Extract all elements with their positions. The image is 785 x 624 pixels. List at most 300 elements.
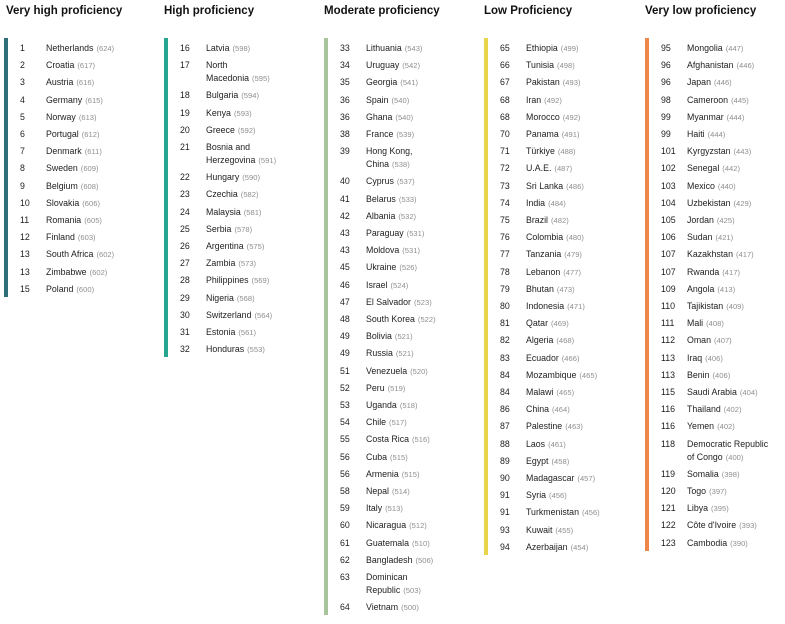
country-name	[366, 416, 407, 429]
country-name-line	[366, 584, 421, 597]
rank-number: 51	[340, 365, 350, 376]
country-name	[46, 76, 94, 89]
proficiency-score: (533)	[398, 194, 417, 204]
country-name-text: Thailand	[687, 404, 721, 415]
proficiency-score: (603)	[77, 233, 96, 243]
country-name-text: Uganda	[366, 400, 397, 410]
proficiency-score: (540)	[391, 95, 410, 105]
rank-number: 24	[180, 206, 190, 217]
country-name-text: Cuba	[366, 451, 388, 462]
proficiency-score: (523)	[414, 297, 432, 307]
country-name-text: Hungary	[206, 172, 240, 183]
country-name-text: Angola	[687, 283, 715, 294]
proficiency-score: (593)	[233, 108, 252, 118]
country-name-text: Lithuania	[366, 43, 402, 53]
country-name-line	[366, 433, 430, 446]
country-name	[46, 42, 114, 55]
rank-number: 60	[340, 520, 350, 531]
rank-number: 103	[661, 180, 676, 191]
rank-number: 113	[661, 352, 676, 363]
proficiency-score: (541)	[400, 78, 419, 88]
proficiency-score: (442)	[722, 164, 741, 174]
rank-number: 49	[340, 331, 350, 342]
rank-number: 72	[500, 163, 510, 174]
country-name	[687, 145, 751, 158]
country-name	[206, 309, 272, 322]
country-name-line	[526, 317, 569, 330]
country-name	[526, 300, 585, 313]
proficiency-score: (446)	[713, 78, 732, 88]
rank-number: 25	[180, 223, 190, 234]
rank-number: 113	[661, 369, 676, 380]
proficiency-score: (395)	[711, 504, 729, 514]
rank-number: 93	[500, 524, 510, 535]
rank-number: 58	[340, 486, 350, 496]
country-name	[366, 399, 418, 412]
proficiency-score: (461)	[548, 439, 566, 449]
country-name-text: Rwanda	[687, 266, 720, 277]
country-name-line	[526, 489, 567, 502]
proficiency-score: (482)	[551, 216, 569, 225]
rank-number: 94	[500, 541, 510, 552]
country-name-text: Greece	[206, 124, 235, 135]
rank-number: 65	[500, 43, 510, 53]
country-name-text: Croatia	[46, 60, 75, 71]
country-name	[366, 227, 424, 240]
rank-number: 83	[500, 352, 510, 363]
rank-number: 55	[340, 434, 350, 445]
country-name-line	[366, 244, 420, 257]
country-name-line	[687, 468, 740, 481]
country-name-line	[687, 145, 751, 158]
country-name-line	[366, 128, 414, 141]
country-name	[366, 347, 414, 360]
country-name	[526, 317, 569, 330]
country-name	[366, 468, 420, 481]
country-name-line	[526, 42, 579, 55]
country-name	[46, 266, 107, 279]
country-name-line	[206, 223, 252, 236]
rank-number: 7	[20, 146, 25, 157]
country-name-line	[366, 313, 436, 326]
country-name	[366, 261, 417, 274]
country-name-text: Republic	[366, 585, 401, 595]
country-name	[526, 472, 595, 485]
country-name	[687, 386, 758, 399]
proficiency-score: (521)	[394, 332, 413, 342]
country-name-text: Guatemala	[366, 537, 410, 548]
proficiency-score: (608)	[80, 181, 99, 191]
country-name-line	[526, 180, 584, 193]
country-name-text: Ukraine	[366, 262, 397, 273]
country-name	[526, 455, 569, 468]
country-name-text: Dominican	[366, 572, 408, 582]
country-name-text: Panama	[526, 129, 559, 139]
country-name	[366, 210, 416, 223]
rank-number: 12	[20, 232, 30, 243]
country-name	[687, 283, 735, 296]
country-name-line	[526, 472, 595, 485]
country-name-line	[46, 214, 102, 227]
rank-number: 2	[20, 60, 25, 71]
band-title: Moderate proficiency	[324, 5, 440, 17]
country-name-line	[366, 571, 421, 584]
country-name-text: Slovakia	[46, 197, 80, 208]
country-name-line	[526, 111, 580, 124]
country-name-text: Peru	[366, 382, 385, 393]
proficiency-score: (493)	[562, 78, 581, 88]
rank-number: 21	[180, 142, 190, 152]
rank-number: 75	[500, 215, 510, 225]
rank-number: 38	[340, 129, 350, 139]
rank-number: 91	[500, 490, 510, 501]
country-name-line	[206, 171, 260, 184]
country-name	[687, 537, 748, 550]
country-name	[366, 433, 430, 446]
country-name	[46, 94, 103, 107]
country-name-line	[687, 537, 748, 550]
country-name	[366, 313, 436, 326]
country-name-text: Egypt	[526, 455, 549, 466]
country-name-line	[526, 145, 576, 158]
country-name	[687, 334, 732, 347]
rank-number: 54	[340, 417, 350, 428]
country-name-text: Mozambique	[526, 369, 577, 380]
rank-number: 11	[20, 215, 30, 225]
country-name-text: Kazakhstan	[687, 249, 733, 260]
country-name-line	[687, 519, 757, 532]
country-name-text: Tanzania	[526, 249, 562, 260]
country-name-line	[687, 231, 733, 244]
proficiency-score: (524)	[390, 280, 409, 290]
proficiency-score: (457)	[577, 474, 596, 483]
country-name-text: Türkiye	[526, 146, 555, 157]
proficiency-score: (499)	[560, 44, 579, 53]
rank-number: 49	[340, 348, 350, 359]
country-name	[526, 162, 572, 175]
country-name-line	[687, 128, 725, 141]
country-name-line	[366, 382, 405, 395]
country-name	[526, 403, 570, 416]
proficiency-score: (503)	[403, 586, 421, 595]
country-name-line	[206, 154, 276, 167]
proficiency-score: (515)	[401, 469, 420, 479]
rank-number: 10	[20, 197, 30, 208]
rank-number: 28	[180, 275, 190, 286]
rank-number: 15	[20, 283, 30, 294]
country-name	[687, 502, 729, 515]
proficiency-score: (520)	[410, 366, 428, 376]
country-name	[46, 145, 102, 158]
country-name	[366, 382, 405, 395]
country-name-text: Moldova	[366, 245, 400, 256]
rank-number: 16	[180, 43, 190, 53]
country-name-text: Poland	[46, 283, 74, 294]
band-title: Very low proficiency	[645, 5, 757, 17]
proficiency-score: (463)	[565, 422, 583, 432]
country-name-text: Ecuador	[526, 352, 559, 363]
rank-number: 106	[661, 232, 676, 243]
proficiency-score: (606)	[82, 198, 100, 208]
country-name-line	[46, 59, 95, 72]
rank-number: 6	[20, 129, 25, 139]
country-name-line	[687, 94, 749, 107]
country-name	[206, 42, 250, 55]
country-name-line	[526, 214, 569, 227]
country-name-line	[46, 231, 96, 244]
country-name-text: Vietnam	[366, 602, 399, 613]
country-name-text: Israel	[366, 279, 388, 290]
country-name-text: Bhutan	[526, 283, 554, 294]
proficiency-score: (569)	[251, 276, 270, 286]
band-color-bar	[645, 38, 649, 551]
rank-number: 48	[340, 314, 350, 324]
country-name-text: Bolivia	[366, 331, 392, 342]
rank-number: 107	[661, 266, 676, 277]
country-name	[687, 214, 735, 227]
country-name	[687, 197, 751, 210]
country-name-line	[366, 193, 417, 206]
country-name	[366, 554, 433, 567]
band-title: Very high proficiency	[6, 5, 123, 17]
country-name	[687, 76, 732, 89]
rank-number: 13	[20, 266, 30, 277]
country-name	[526, 197, 566, 210]
proficiency-score: (445)	[731, 95, 749, 105]
country-name-line	[366, 175, 415, 188]
country-name	[526, 180, 584, 193]
country-name-line	[366, 554, 433, 567]
country-name-text: Mongolia	[687, 43, 723, 53]
proficiency-score: (479)	[564, 250, 582, 260]
country-name-line	[526, 266, 581, 279]
rank-number: 104	[661, 197, 676, 208]
country-name	[526, 541, 588, 554]
rank-number: 102	[661, 163, 676, 174]
country-name-text: Somalia	[687, 468, 719, 479]
country-name-text: Finland	[46, 232, 75, 243]
rank-number: 76	[500, 232, 510, 243]
country-name-line	[206, 343, 265, 356]
country-name-line	[366, 468, 420, 481]
proficiency-score: (488)	[557, 147, 576, 157]
rank-number: 89	[500, 455, 510, 466]
country-name-text: Tajikistan	[687, 301, 724, 311]
proficiency-score: (512)	[409, 521, 427, 531]
country-name	[687, 231, 733, 244]
rank-number: 101	[661, 146, 676, 157]
country-name-text: Syria	[526, 490, 547, 501]
rank-number: 8	[20, 163, 25, 174]
country-name-line	[526, 506, 600, 519]
rank-number: 43	[340, 228, 350, 238]
country-name-text: Nicaragua	[366, 520, 407, 531]
country-name	[687, 111, 744, 124]
country-name-line	[526, 283, 575, 296]
country-name	[46, 248, 114, 261]
country-name-text: Honduras	[206, 344, 245, 355]
proficiency-score: (417)	[735, 250, 754, 260]
country-name-text: India	[526, 197, 546, 208]
rank-number: 118	[661, 438, 676, 449]
country-name-line	[206, 59, 270, 72]
country-name-line	[687, 180, 736, 193]
proficiency-score: (595)	[252, 74, 270, 84]
proficiency-score: (613)	[78, 112, 97, 122]
country-name	[366, 537, 430, 550]
rank-number: 18	[180, 90, 190, 101]
country-name	[526, 334, 574, 347]
country-name	[526, 128, 580, 141]
proficiency-score: (429)	[733, 198, 752, 208]
proficiency-score: (407)	[713, 336, 732, 346]
country-name-line	[366, 111, 413, 124]
country-name-line	[687, 403, 741, 416]
rank-number: 68	[500, 111, 510, 122]
country-name-text: Malaysia	[206, 206, 241, 217]
country-name	[526, 420, 583, 433]
country-name-text: Lebanon	[526, 266, 561, 277]
country-name-text: Germany	[46, 94, 83, 105]
country-name	[206, 107, 252, 120]
proficiency-score: (492)	[562, 112, 581, 122]
proficiency-score: (615)	[85, 95, 103, 105]
proficiency-score: (532)	[398, 211, 417, 221]
country-name-line	[687, 266, 740, 279]
country-name	[526, 506, 600, 519]
country-name-line	[366, 416, 407, 429]
country-name-text: Bosnia and	[206, 142, 251, 152]
proficiency-score: (500)	[401, 603, 419, 613]
country-name-line	[687, 451, 768, 464]
rank-number: 96	[661, 60, 671, 71]
proficiency-score: (398)	[721, 469, 740, 479]
rank-number: 23	[180, 189, 190, 200]
proficiency-score: (600)	[76, 284, 95, 294]
rank-number: 86	[500, 404, 510, 415]
proficiency-score: (456)	[549, 491, 567, 501]
country-name-text: Colombia	[526, 232, 564, 243]
country-name-line	[206, 240, 264, 253]
country-name-text: Nepal	[366, 486, 389, 496]
country-name	[526, 283, 575, 296]
country-name-line	[206, 72, 270, 85]
rank-number: 121	[661, 503, 676, 514]
proficiency-score: (466)	[561, 353, 580, 363]
country-name	[366, 571, 421, 597]
proficiency-score: (611)	[84, 147, 102, 157]
proficiency-score: (446)	[736, 61, 755, 71]
rank-number: 61	[340, 537, 350, 548]
proficiency-score: (578)	[234, 224, 253, 234]
country-name-text: of Congo	[687, 451, 723, 462]
country-name-text: Russia	[366, 348, 393, 359]
rank-number: 56	[340, 451, 350, 462]
proficiency-score: (575)	[246, 242, 265, 251]
country-name	[526, 489, 567, 502]
country-name-text: Italy	[366, 503, 383, 514]
country-name-line	[687, 317, 724, 330]
country-name-line	[46, 283, 94, 296]
proficiency-score: (477)	[563, 267, 581, 277]
country-name	[687, 300, 744, 313]
proficiency-score: (465)	[579, 370, 598, 380]
country-name-text: Sweden	[46, 163, 78, 174]
country-name-text: Cameroon	[687, 94, 729, 105]
country-name-text: Jordan	[687, 215, 714, 225]
country-name	[206, 257, 256, 270]
country-name-line	[366, 399, 418, 412]
country-name	[687, 94, 749, 107]
rank-number: 63	[340, 572, 350, 582]
country-name-text: Uzbekistan	[687, 197, 731, 208]
rank-number: 62	[340, 554, 350, 565]
country-name	[46, 180, 99, 193]
rank-number: 56	[340, 468, 350, 479]
rank-number: 39	[340, 146, 350, 157]
country-name-line	[366, 485, 410, 498]
proficiency-score: (456)	[581, 508, 600, 518]
proficiency-score: (471)	[567, 302, 585, 311]
proficiency-score: (514)	[392, 487, 410, 496]
country-name-line	[687, 162, 740, 175]
proficiency-score: (590)	[242, 173, 260, 183]
country-name-text: China	[526, 404, 549, 415]
proficiency-score: (521)	[395, 349, 414, 359]
rank-number: 67	[500, 77, 510, 88]
proficiency-score: (540)	[395, 112, 414, 122]
country-name-text: U.A.E.	[526, 163, 552, 174]
rank-number: 29	[180, 292, 190, 303]
country-name-line	[526, 369, 597, 382]
country-name	[526, 111, 580, 124]
country-name-line	[46, 162, 99, 175]
proficiency-score: (538)	[392, 160, 410, 170]
rank-number: 99	[661, 129, 671, 139]
country-name	[366, 502, 403, 515]
country-name-line	[526, 334, 574, 347]
proficiency-score: (517)	[389, 418, 407, 428]
country-name-line	[687, 42, 743, 55]
country-name-text: Laos	[526, 438, 546, 449]
proficiency-score: (506)	[415, 555, 434, 565]
proficiency-score: (458)	[551, 456, 570, 466]
country-name-text: Sudan	[687, 232, 713, 243]
rank-number: 36	[340, 111, 350, 122]
rank-number: 64	[340, 602, 350, 613]
proficiency-score: (447)	[725, 44, 744, 53]
country-name-text: Argentina	[206, 241, 244, 251]
rank-number: 26	[180, 241, 190, 251]
country-name-text: Herzegovina	[206, 155, 256, 165]
country-name-text: Japan	[687, 77, 711, 88]
country-name	[46, 162, 99, 175]
country-name-line	[526, 231, 584, 244]
country-name	[687, 42, 743, 55]
country-name	[46, 214, 102, 227]
country-name	[206, 171, 260, 184]
rank-number: 1	[20, 43, 25, 53]
country-name-text: Portugal	[46, 129, 79, 139]
country-name-text: Belgium	[46, 180, 78, 191]
country-name-line	[46, 180, 99, 193]
rank-number: 111	[661, 318, 675, 329]
country-name-text: Chile	[366, 417, 387, 428]
country-name-line	[526, 94, 562, 107]
country-name-line	[366, 537, 430, 550]
rank-number: 31	[180, 327, 190, 337]
proficiency-score: (513)	[385, 504, 403, 514]
